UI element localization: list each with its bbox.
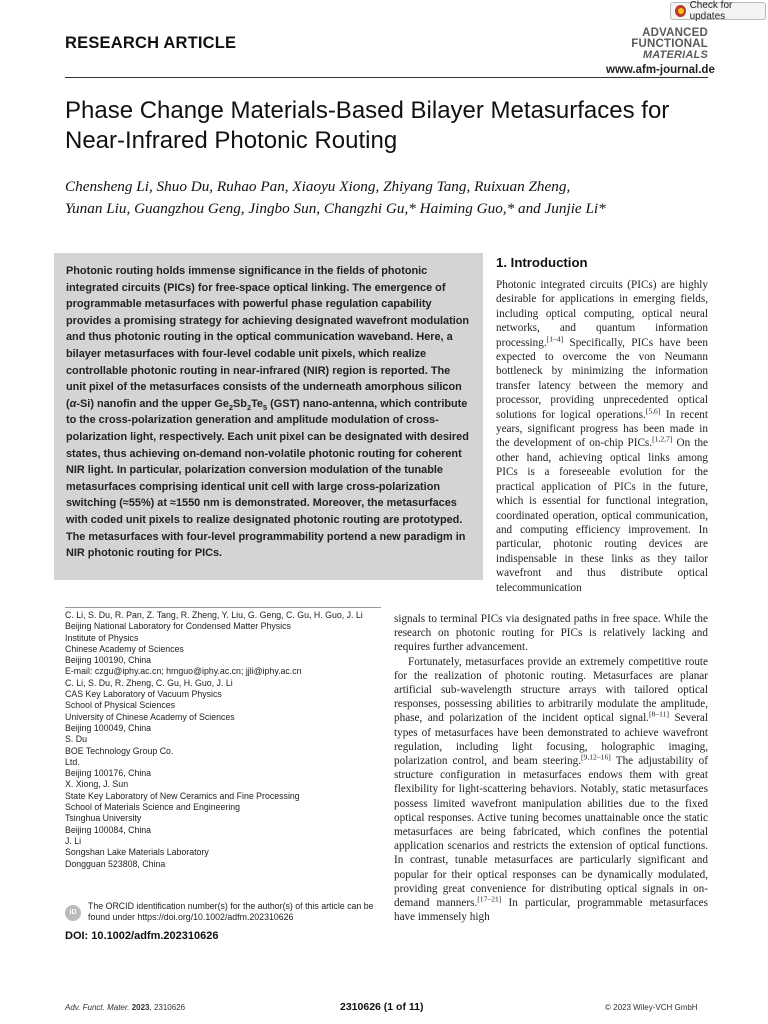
- section-heading-introduction: 1. Introduction: [496, 255, 588, 270]
- authors-line-1: Chensheng Li, Shuo Du, Ruhao Pan, Xiaoyu Xiong, Zhiyang Tang, Ruixuan Zheng,: [65, 178, 571, 195]
- affiliations: C. Li, S. Du, R. Pan, Z. Tang, R. Zheng, Y. Liu, G. Geng, C. Gu, H. Guo, J. Li Beijing National Laboratory for Condensed Matter Physics Institute of Physics Chinese Academy of Sciences Beijing 100190, China E-mail: czgu@iphy.ac.cn; hmguo@iphy.ac.cn; jjli@iphy.ac.cn C. Li, S. Du, R. Zheng, C. Gu, H. Guo, J. Li CAS Key Laboratory of Vacuum Physics School of Physical Sciences University of Chinese Academy of Sciences Beijing 100049, China S. Du BOE Technology Group Co. Ltd. Beijing 100176, China X. Xiong, J. Sun State Key Laboratory of New Ceramics and Fine Processing School of Materials Science and Engineering Tsinghua University Beijing 100084, China J. Li Songshan Lake Materials Laboratory Dongguan 523808, China: [65, 610, 385, 870]
- intro-column-continued: signals to terminal PICs via designated paths in free space. While the research on photonic routing for PICs is relatively lacking and requires further advancement. Fortunately, metasurfaces provide an extremely competitive route for the realization of photonic routing. Metasurfaces are planar artificial sub-wavelength structure arrays with tailored optical responses, possessing abilities to arbitrarily modulate the amplitude, phase, and polarization of the incident optical signal.[8–11] Several types of metasurfaces have been demonstrated to achieve wavefront regulation, including light focusing, holographic imaging, polarization control, and beam steering.[9,12–16] The adjustability of structure configuration in metasurfaces endows them with great flexibility for light-scattering behaviors. Notably, static metasurfaces possess limited wavefront manipulation abilities due to the fixed optical responses. Active tuning becomes unattainable once the static metasurfaces are being fabricated, which confines the potential application scenarios and restricts the extension of optical functions. In contrast, tunable metasurfaces are particularly significant and popular for their optical responses can be dynamically modulated, providing great convenience for distributing optical signals in on-demand manners.[17–21] In particular, programmable metasurfaces have immensely high: [394, 613, 708, 924]
- header-rule: [65, 77, 708, 78]
- check-for-updates-label: Check for updates: [689, 0, 733, 22]
- section-label: RESEARCH ARTICLE: [65, 34, 237, 52]
- footer-citation: Adv. Funct. Mater. 2023, 2310626: [65, 1003, 186, 1012]
- copyright-notice: © 2023 Wiley-VCH GmbH: [605, 1003, 698, 1012]
- email-addresses[interactable]: E-mail: czgu@iphy.ac.cn; hmguo@iphy.ac.cn; jjli@iphy.ac.cn: [65, 666, 302, 677]
- logo-line-2: FUNCTIONAL: [631, 37, 708, 50]
- check-for-updates-button[interactable]: [670, 2, 766, 20]
- citation[interactable]: [5,6]: [645, 405, 661, 415]
- citation[interactable]: [17–21]: [477, 894, 502, 904]
- crossmark-icon: [675, 5, 686, 17]
- logo-line-3: MATERIALS: [642, 48, 708, 61]
- citation[interactable]: [1–4]: [546, 333, 564, 343]
- intro-column-right: Photonic integrated circuits (PICs) are highly desirable for applications in emerging fields, including optical computing, optical neural networks, and quantum information processing.[1–4] Specifically, PICs have been expected to overcome the von Neumann bottleneck by minimizing the information transfer latency between the memory and processor, providing unprecedented optical solutions for logical operations.[5,6] In recent years, significant progress has been made in the development of on-chip PICs.[1,2,7] On the other hand, achieving optical links among PICs is a foreseeable evolution for the practical application of PICs in the future, which is essential for functional integration, coordinated operation, optical communication, and computing efficiency improvement. In particular, photonic routing devices are indispensable in these links as they tailor wavefront and thus distribute optical telecommunication: [496, 279, 708, 594]
- article-title: Phase Change Materials-Based Bilayer Metasurfaces for Near-Infrared Photonic Routing: [65, 97, 670, 154]
- author-list: [65, 176, 725, 220]
- logo-line-1: ADVANCED: [642, 27, 708, 39]
- citation[interactable]: [8–11]: [648, 709, 669, 719]
- citation[interactable]: [9,12–16]: [581, 752, 611, 762]
- orcid-note[interactable]: The ORCID identification number(s) for the author(s) of this article can be found under https://doi.org/10.1002/adfm.202310626: [88, 901, 374, 923]
- page-number: 2310626 (1 of 11): [340, 1001, 424, 1013]
- abstract-text: Photonic routing holds immense significance in the fields of photonic integrated circuits (PICs) for free-space optical linking. The emergence of programmable metasurfaces with powerful phase regulation capability provides a promising strategy for achieving designated wavefront modulation and thus photonic routing in the optical communication waveband. Here, a bilayer metasurfaces with four-level codable unit pixels, which realize controllable photonic routing in near-infrared (NIR) region is reported. The unit pixel of the metasurfaces consists of the underneath amorphous silicon (α-Si) nanofin and the upper $Ge_2Sb_2Te_5$ (GST) nano-antenna, which contribute to the cross-polarization generation and amplitude modulation of cross-polarization light, respectively. Each unit pixel can be designated with desired states, thus achieving on-demand non-volatile photonic routing for coherent NIR light. In particular, polarization conversion modulation of the tunable metasurfaces comprising identical unit cell with large cross-polarization switching (≈55%) at ≈1550 nm is demonstrated. Moreover, the metasurfaces with coded unit pixels to realize designated photonic routing are prototyped. The metasurfaces with four-level programmability portend a new paradigm in NIR photonic routing for PICs.: [66, 265, 470, 560]
- affiliation-rule: [65, 607, 381, 608]
- authors-line-2: Yunan Liu, Guangzhou Geng, Jingbo Sun, Changzhi Gu,* Haiming Guo,* and Junjie Li*: [65, 200, 606, 217]
- journal-website-link[interactable]: www.afm-journal.de: [606, 64, 715, 76]
- citation[interactable]: [1,2,7]: [652, 434, 673, 444]
- orcid-icon: iD: [65, 905, 81, 921]
- article-doi[interactable]: DOI: 10.1002/adfm.202310626: [65, 930, 219, 942]
- journal-logo: [630, 28, 708, 60]
